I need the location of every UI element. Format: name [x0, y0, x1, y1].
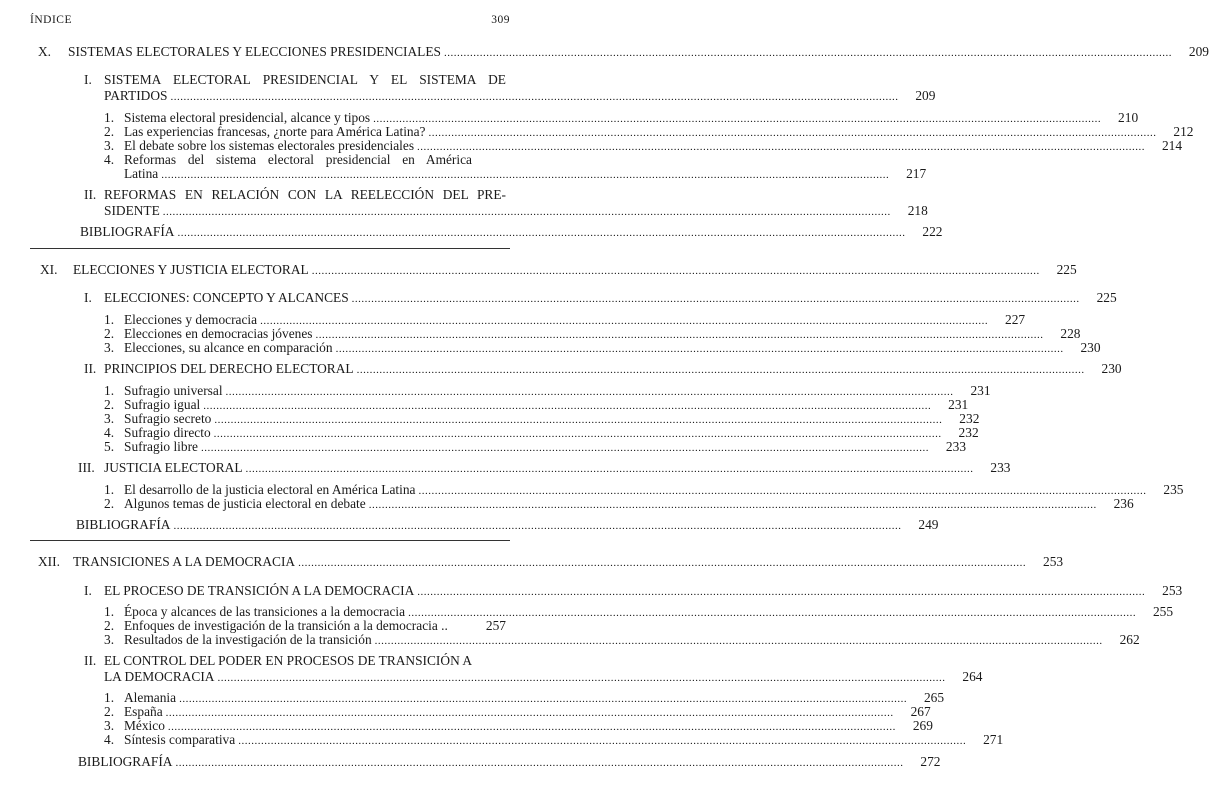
item-number: 1. [104, 690, 115, 705]
item-text: Alemania [124, 690, 177, 705]
chapter-number: XII. [38, 554, 60, 569]
item-number: 2. [104, 326, 115, 341]
item-page: 232 [959, 411, 980, 426]
item-text: Sufragio igual [124, 397, 201, 412]
section-title: PRINCIPIOS DEL DERECHO ELECTORAL [104, 361, 354, 376]
dot-leader [238, 734, 966, 749]
section-number: II. [84, 653, 97, 668]
item-number: 3. [104, 632, 115, 647]
item-page: 214 [1161, 138, 1183, 153]
toc-section [84, 583, 1183, 600]
item-page: 231 [948, 397, 969, 412]
item-text: Elecciones y democracia [124, 312, 258, 327]
item-text: Sufragio directo [124, 425, 211, 440]
toc-item [104, 732, 1004, 749]
section-number: III. [78, 460, 95, 475]
toc-chapter-xii [38, 554, 1064, 571]
toc-bibliography [80, 224, 943, 241]
section-title: EL PROCESO DE TRANSICIÓN A LA DEMOCRACIA [104, 583, 415, 598]
toc-bibliography [78, 754, 941, 771]
section-title-line1: SISTEMA ELECTORAL PRESIDENCIAL Y EL SISTEMA DE [104, 72, 506, 87]
toc-item-line2 [124, 166, 927, 183]
item-number: 2. [104, 704, 115, 719]
toc-section-line1 [84, 653, 506, 668]
toc-item [104, 618, 506, 633]
dot-leader [170, 90, 898, 105]
toc-section-x-i-line1 [84, 72, 506, 87]
item-page: 235 [1163, 482, 1184, 497]
dot-leader [444, 46, 1172, 61]
item-text: Elecciones, su alcance en comparación [124, 340, 333, 355]
running-head-title: ÍNDICE [30, 14, 72, 26]
item-number: 3. [104, 718, 115, 733]
section-number: II. [84, 361, 97, 376]
item-text: México [124, 718, 165, 733]
item-number: 3. [104, 411, 115, 426]
dot-leader [369, 498, 1097, 513]
section-page: 233 [990, 460, 1011, 475]
item-number: 1. [104, 604, 115, 619]
item-page: 233 [945, 439, 967, 454]
toc-section [84, 290, 1117, 307]
item-page: 212 [1173, 124, 1194, 139]
item-text-line2: Latina [124, 166, 159, 181]
item-page: 217 [906, 166, 927, 181]
bibliography-label: BIBLIOGRAFÍA [78, 754, 173, 769]
dot-leader [217, 671, 945, 686]
item-number: 4. [104, 732, 115, 747]
section-page: 209 [915, 88, 936, 103]
item-number: 2. [104, 618, 115, 633]
dot-leader [175, 756, 903, 771]
dot-leader [161, 168, 889, 183]
item-number: 1. [104, 383, 115, 398]
dot-leader [312, 264, 1040, 279]
item-page: 232 [958, 425, 979, 440]
chapter-title: SISTEMAS ELECTORALES Y ELECCIONES PRESIDENCIALES [68, 44, 441, 59]
item-text: Enfoques de investigación de la transición a la democracia .. [124, 618, 448, 633]
section-divider [30, 540, 510, 541]
item-page: 227 [1005, 312, 1026, 327]
section-page: 230 [1101, 361, 1122, 376]
chapter-number: XI. [40, 262, 58, 277]
toc-section-x-i-line2 [104, 88, 936, 105]
item-text: El debate sobre los sistemas electorales presidenciales [124, 138, 415, 153]
item-page: 267 [910, 704, 931, 719]
section-page: 218 [907, 203, 928, 218]
dot-leader [429, 126, 1157, 141]
chapter-page: 253 [1043, 554, 1064, 569]
section-title: JUSTICIA ELECTORAL [104, 460, 243, 475]
item-number: 4. [104, 152, 115, 167]
chapter-page: 209 [1188, 44, 1209, 59]
section-number: I. [84, 72, 92, 87]
chapter-title: ELECCIONES Y JUSTICIA ELECTORAL [73, 262, 309, 277]
section-page: 264 [962, 669, 983, 684]
section-page: 225 [1096, 290, 1117, 305]
toc-section-x-ii-line1 [84, 187, 506, 202]
item-page: 231 [970, 383, 991, 398]
toc-chapter-xi [40, 262, 1077, 279]
item-number: 4. [104, 425, 115, 440]
bibliography-label: BIBLIOGRAFÍA [76, 517, 171, 532]
dot-leader [357, 363, 1085, 378]
item-number: 2. [104, 397, 115, 412]
section-title-line2: PARTIDOS [104, 88, 168, 103]
section-divider [30, 248, 510, 249]
dot-leader [408, 606, 1136, 621]
toc-section-line2 [104, 669, 983, 686]
item-page: 228 [1060, 326, 1081, 341]
dot-leader [417, 585, 1145, 600]
toc-section [84, 361, 1122, 378]
dot-leader [173, 519, 901, 534]
chapter-title: TRANSICIONES A LA DEMOCRACIA [73, 554, 296, 569]
dot-leader [336, 342, 1064, 357]
item-number: 3. [104, 340, 115, 355]
item-text: Algunos temas de justicia electoral en debate [124, 496, 366, 511]
section-number: I. [84, 290, 92, 305]
bibliography-label: BIBLIOGRAFÍA [80, 224, 175, 239]
section-title-line2: LA DEMOCRACIA [104, 669, 215, 684]
item-page: 236 [1113, 496, 1134, 511]
dot-leader [177, 226, 905, 241]
item-text: Época y alcances de las transiciones a la democracia [124, 604, 406, 619]
toc-item [104, 632, 1140, 649]
item-page: 255 [1152, 604, 1174, 619]
bibliography-page: 222 [922, 224, 943, 239]
dot-leader [246, 462, 974, 477]
dot-leader [163, 205, 891, 220]
item-page: 230 [1080, 340, 1101, 355]
item-text: Síntesis comparativa [124, 732, 236, 747]
dot-leader [417, 140, 1145, 155]
item-page: 265 [923, 690, 945, 705]
section-number: II. [84, 187, 97, 202]
item-page: 271 [983, 732, 1004, 747]
toc-chapter-x [38, 44, 1209, 61]
item-number: 1. [104, 482, 115, 497]
section-title: ELECCIONES: CONCEPTO Y ALCANCES [104, 290, 349, 305]
section-number: I. [84, 583, 92, 598]
bibliography-page: 272 [920, 754, 941, 769]
section-title-line1: REFORMAS EN RELACIÓN CON LA REELECCIÓN DEL PRE- [104, 187, 506, 202]
item-text: Sufragio libre [124, 439, 199, 454]
item-page: 269 [912, 718, 933, 733]
chapter-page: 225 [1056, 262, 1077, 277]
item-page: 262 [1119, 632, 1140, 647]
chapter-number: X. [38, 44, 52, 59]
item-page: 257 [485, 618, 506, 633]
item-text: Sufragio universal [124, 383, 223, 398]
dot-leader [419, 484, 1147, 499]
item-text-line1: Reformas del sistema electoral presidencial en América [124, 152, 472, 167]
toc-item-line1 [104, 152, 506, 167]
running-head [30, 14, 510, 26]
item-page: 210 [1118, 110, 1139, 125]
item-number: 1. [104, 110, 115, 125]
item-number: 2. [104, 496, 115, 511]
section-page: 253 [1162, 583, 1183, 598]
item-text: El desarrollo de la justicia electoral en América Latina [124, 482, 416, 497]
toc-bibliography [76, 517, 939, 534]
dot-leader [352, 292, 1080, 307]
bibliography-page: 249 [918, 517, 939, 532]
item-number: 5. [104, 439, 115, 454]
item-text: Resultados de la investigación de la transición [124, 632, 372, 647]
item-number: 2. [104, 124, 115, 139]
toc-item [104, 496, 1134, 513]
item-text: Las experiencias francesas, ¿norte para América Latina? [124, 124, 426, 139]
section-title-line2: SIDENTE [104, 203, 160, 218]
toc-item [104, 439, 967, 456]
item-number: 3. [104, 138, 115, 153]
toc-section-x-ii-line2 [104, 203, 928, 220]
dot-leader [375, 634, 1103, 649]
dot-leader [298, 556, 1026, 571]
toc-section [78, 460, 1011, 477]
item-number: 1. [104, 312, 115, 327]
running-head-page-number: 309 [491, 14, 510, 26]
toc-item [104, 340, 1101, 357]
section-title-line1: EL CONTROL DEL PODER EN PROCESOS DE TRANSICIÓN A [104, 653, 473, 668]
item-text: Sufragio secreto [124, 411, 212, 426]
item-text: Sistema electoral presidencial, alcance y tipos [124, 110, 371, 125]
dot-leader [201, 441, 929, 456]
item-text: Elecciones en democracias jóvenes [124, 326, 313, 341]
item-text: España [124, 704, 163, 719]
